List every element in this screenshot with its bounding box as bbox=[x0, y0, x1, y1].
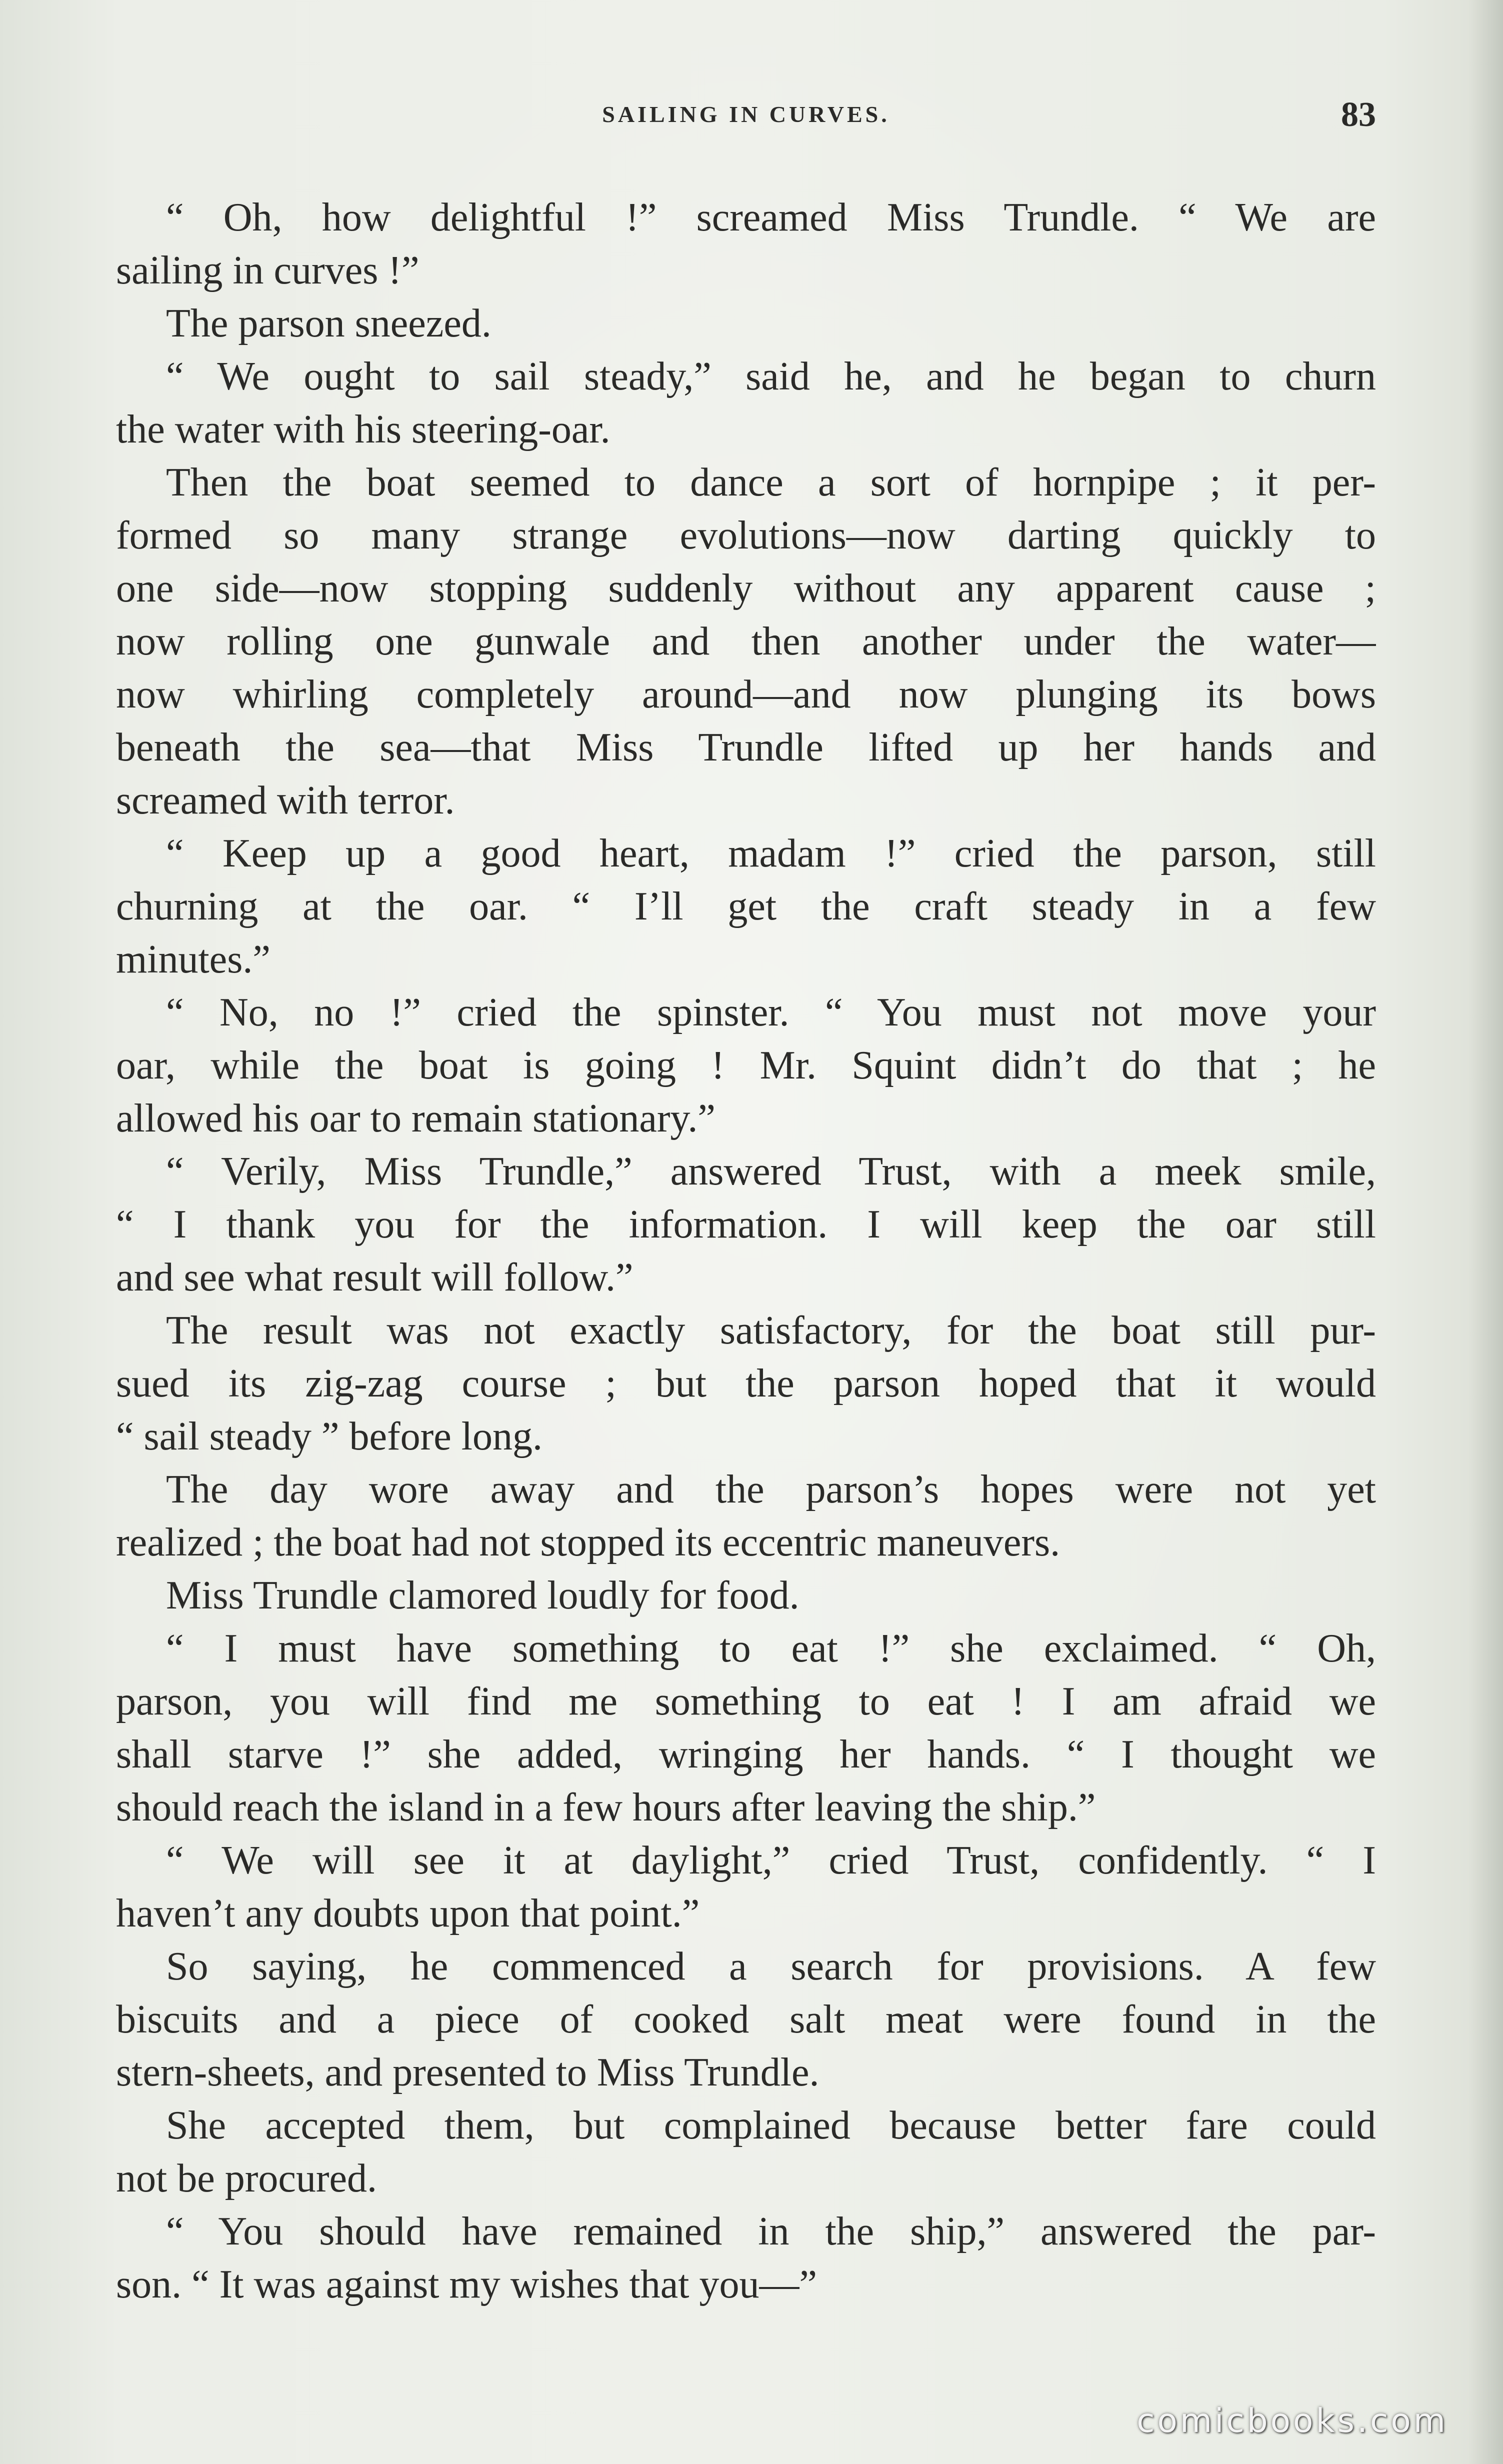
page-edge-shadow bbox=[1468, 0, 1503, 2464]
text-line: allowed his oar to remain stationary.” bbox=[116, 1096, 716, 1140]
text-line: stern-sheets, and presented to Miss Trundle. bbox=[116, 2050, 820, 2094]
text-line: the water with his steering-oar. bbox=[116, 408, 610, 452]
text-line: parson, you will find me something to eat ! I am afraid we bbox=[116, 1680, 1376, 1724]
page-number: 83 bbox=[1341, 96, 1376, 134]
text-line: She accepted them, but complained because better fare could bbox=[166, 2104, 1376, 2148]
text-line: realized ; the boat had not stopped its eccentric maneuvers. bbox=[116, 1520, 1060, 1564]
text-line: Miss Trundle clamored loudly for food. bbox=[166, 1574, 800, 1618]
text-line: shall starve !” she added, wringing her hands. “ I thought we bbox=[116, 1732, 1376, 1776]
text-line: The result was not exactly satisfactory, for the boat still pur- bbox=[166, 1308, 1376, 1352]
text-line: “ No, no !” cried the spinster. “ You must not move your bbox=[166, 990, 1376, 1034]
text-line: oar, while the boat is going ! Mr. Squint didn’t do that ; he bbox=[116, 1044, 1376, 1088]
text-line: The day wore away and the parson’s hopes were not yet bbox=[166, 1468, 1376, 1512]
text-line: “ sail steady ” before long. bbox=[116, 1414, 543, 1458]
running-head bbox=[116, 95, 1376, 140]
watermark: comicbooks.com bbox=[1136, 2402, 1448, 2440]
text-line: “ We will see it at daylight,” cried Trust, confidently. “ I bbox=[166, 1838, 1376, 1882]
text-line: one side—now stopping suddenly without any apparent cause ; bbox=[116, 566, 1376, 610]
text-line: So saying, he commenced a search for provisions. A few bbox=[166, 1944, 1376, 1988]
text-line: “ Oh, how delightful !” screamed Miss Trundle. “ We are bbox=[166, 196, 1376, 240]
text-line: “ I thank you for the information. I will keep the oar still bbox=[116, 1202, 1376, 1246]
text-line: minutes.” bbox=[116, 938, 270, 982]
text-line: “ You should have remained in the ship,” answered the par- bbox=[166, 2210, 1376, 2254]
text-line: son. “ It was against my wishes that you—” bbox=[116, 2262, 817, 2306]
text-line: now whirling completely around—and now plunging its bows bbox=[116, 672, 1376, 716]
text-line: churning at the oar. “ I’ll get the craft steady in a few bbox=[116, 884, 1376, 928]
running-title: SAILING IN CURVES. bbox=[602, 102, 890, 127]
text-line: “ Keep up a good heart, madam !” cried the parson, still bbox=[166, 832, 1376, 876]
text-line: Then the boat seemed to dance a sort of hornpipe ; it per- bbox=[166, 460, 1376, 504]
text-line: screamed with terror. bbox=[116, 778, 455, 822]
text-line: “ I must have something to eat !” she exclaimed. “ Oh, bbox=[166, 1626, 1376, 1670]
text-line: sued its zig-zag course ; but the parson hoped that it would bbox=[116, 1362, 1376, 1406]
text-line: “ We ought to sail steady,” said he, and he began to churn bbox=[166, 354, 1376, 398]
text-line: “ Verily, Miss Trundle,” answered Trust, with a meek smile, bbox=[166, 1150, 1376, 1194]
text-line: not be procured. bbox=[116, 2156, 378, 2200]
text-line: should reach the island in a few hours after leaving the ship.” bbox=[116, 1786, 1096, 1830]
body-text bbox=[116, 191, 1376, 2311]
text-line: now rolling one gunwale and then another under the water— bbox=[116, 620, 1376, 664]
text-line: The parson sneezed. bbox=[166, 302, 492, 346]
text-line: and see what result will follow.” bbox=[116, 1256, 634, 1300]
text-line: haven’t any doubts upon that point.” bbox=[116, 1892, 700, 1936]
text-line: biscuits and a piece of cooked salt meat were found in the bbox=[116, 1998, 1376, 2042]
text-line: formed so many strange evolutions—now darting quickly to bbox=[116, 514, 1376, 558]
text-line: sailing in curves !” bbox=[116, 248, 420, 292]
text-line: beneath the sea—that Miss Trundle lifted up her hands and bbox=[116, 726, 1376, 770]
